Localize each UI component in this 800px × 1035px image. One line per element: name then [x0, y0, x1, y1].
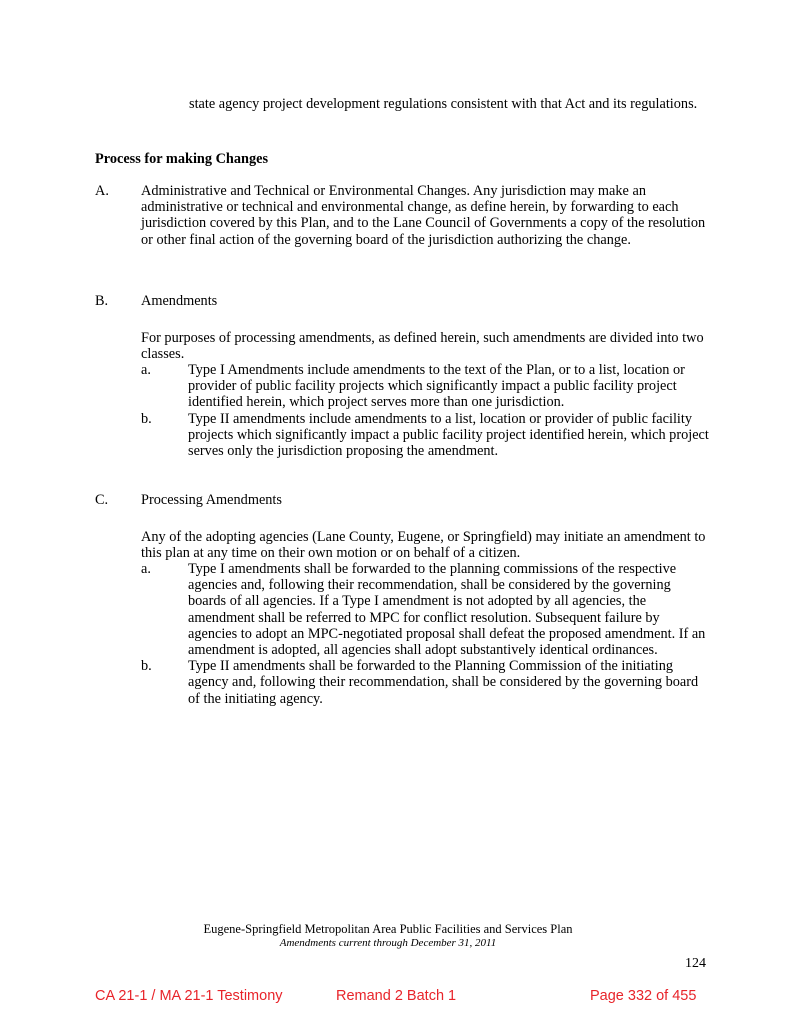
- section-b-title: Amendments: [141, 293, 218, 309]
- section-c-list: [141, 561, 710, 707]
- list-item: [141, 561, 710, 658]
- section-c-title-row: [95, 492, 282, 508]
- stamp-page-count: Page 332 of 455: [590, 988, 697, 1004]
- page-number: 124: [685, 956, 706, 971]
- list-item-marker: a.: [141, 362, 151, 378]
- list-item-marker: b.: [141, 410, 152, 427]
- footer-subtitle: Amendments current through December 31, 2011: [279, 937, 497, 949]
- section-b-marker: B.: [95, 293, 109, 309]
- continuation-paragraph: state agency project development regulations consistent with that Act and its regulations.: [189, 96, 698, 112]
- section-b-list: [141, 362, 710, 459]
- section-a-text: Administrative and Technical or Environmental Changes. Any jurisdiction may make an administrative or technical and environmental change, as define herein, by forwarding to each jurisdiction covered by this Plan, and to the Lane Council of Governments a copy of the resolution or other final action of the governing board of the jurisdiction authorizing the change.: [141, 183, 706, 248]
- list-item-text: Type I Amendments include amendments to the text of the Plan, or to a list, location or provider of public facility projects which significantly impact a public facility project identified herein, which project serves more than one jurisdiction.: [188, 362, 685, 411]
- section-heading: Process for making Changes: [95, 151, 269, 167]
- list-item-text: Type I amendments shall be forwarded to the planning commissions of the respective agencies and, following their recommendation, shall be considered by the governing boards of all agencies. If a Type I amendment is not adopted by all agencies, the amendment shall be referred to MPC for conflict resolution. Subsequent failure by agencies to adopt an MPC-negotiated proposal shall defeat the proposed amendment. If an amendment is adopted, all agencies shall adopt substantively identical ordinances.: [188, 561, 706, 659]
- section-c-marker: C.: [95, 492, 109, 508]
- stamp-batch: Remand 2 Batch 1: [336, 988, 457, 1004]
- list-item: [141, 411, 710, 460]
- section-a-marker: A.: [95, 183, 109, 199]
- section-c-intro: Any of the adopting agencies (Lane County, Eugene, or Springfield) may initiate an amendment to this plan at any time on their own motion or on behalf of a citizen.: [141, 529, 706, 562]
- list-item: [141, 658, 710, 707]
- list-item-marker: b.: [141, 658, 152, 675]
- list-item-text: Type II amendments shall be forwarded to the Planning Commission of the initiating agency and, following their recommendation, shall be considered by the governing board of the initiating agency.: [188, 658, 699, 707]
- footer-title: Eugene-Springfield Metropolitan Area Public Facilities and Services Plan: [203, 922, 573, 936]
- section-b-intro: For purposes of processing amendments, as defined herein, such amendments are divided into two classes.: [141, 330, 704, 363]
- section-a: [95, 183, 711, 248]
- section-c-title: Processing Amendments: [141, 492, 282, 508]
- section-b-title-row: [95, 293, 217, 309]
- list-item: [141, 362, 710, 411]
- list-item-text: Type II amendments include amendments to a list, location or provider of public facility projects which significantly impact a public facility project identified herein, which project serves only the jurisdiction proposing the amendment.: [188, 410, 709, 460]
- stamp-case-id: CA 21-1 / MA 21-1 Testimony: [95, 988, 283, 1004]
- list-item-marker: a.: [141, 561, 151, 577]
